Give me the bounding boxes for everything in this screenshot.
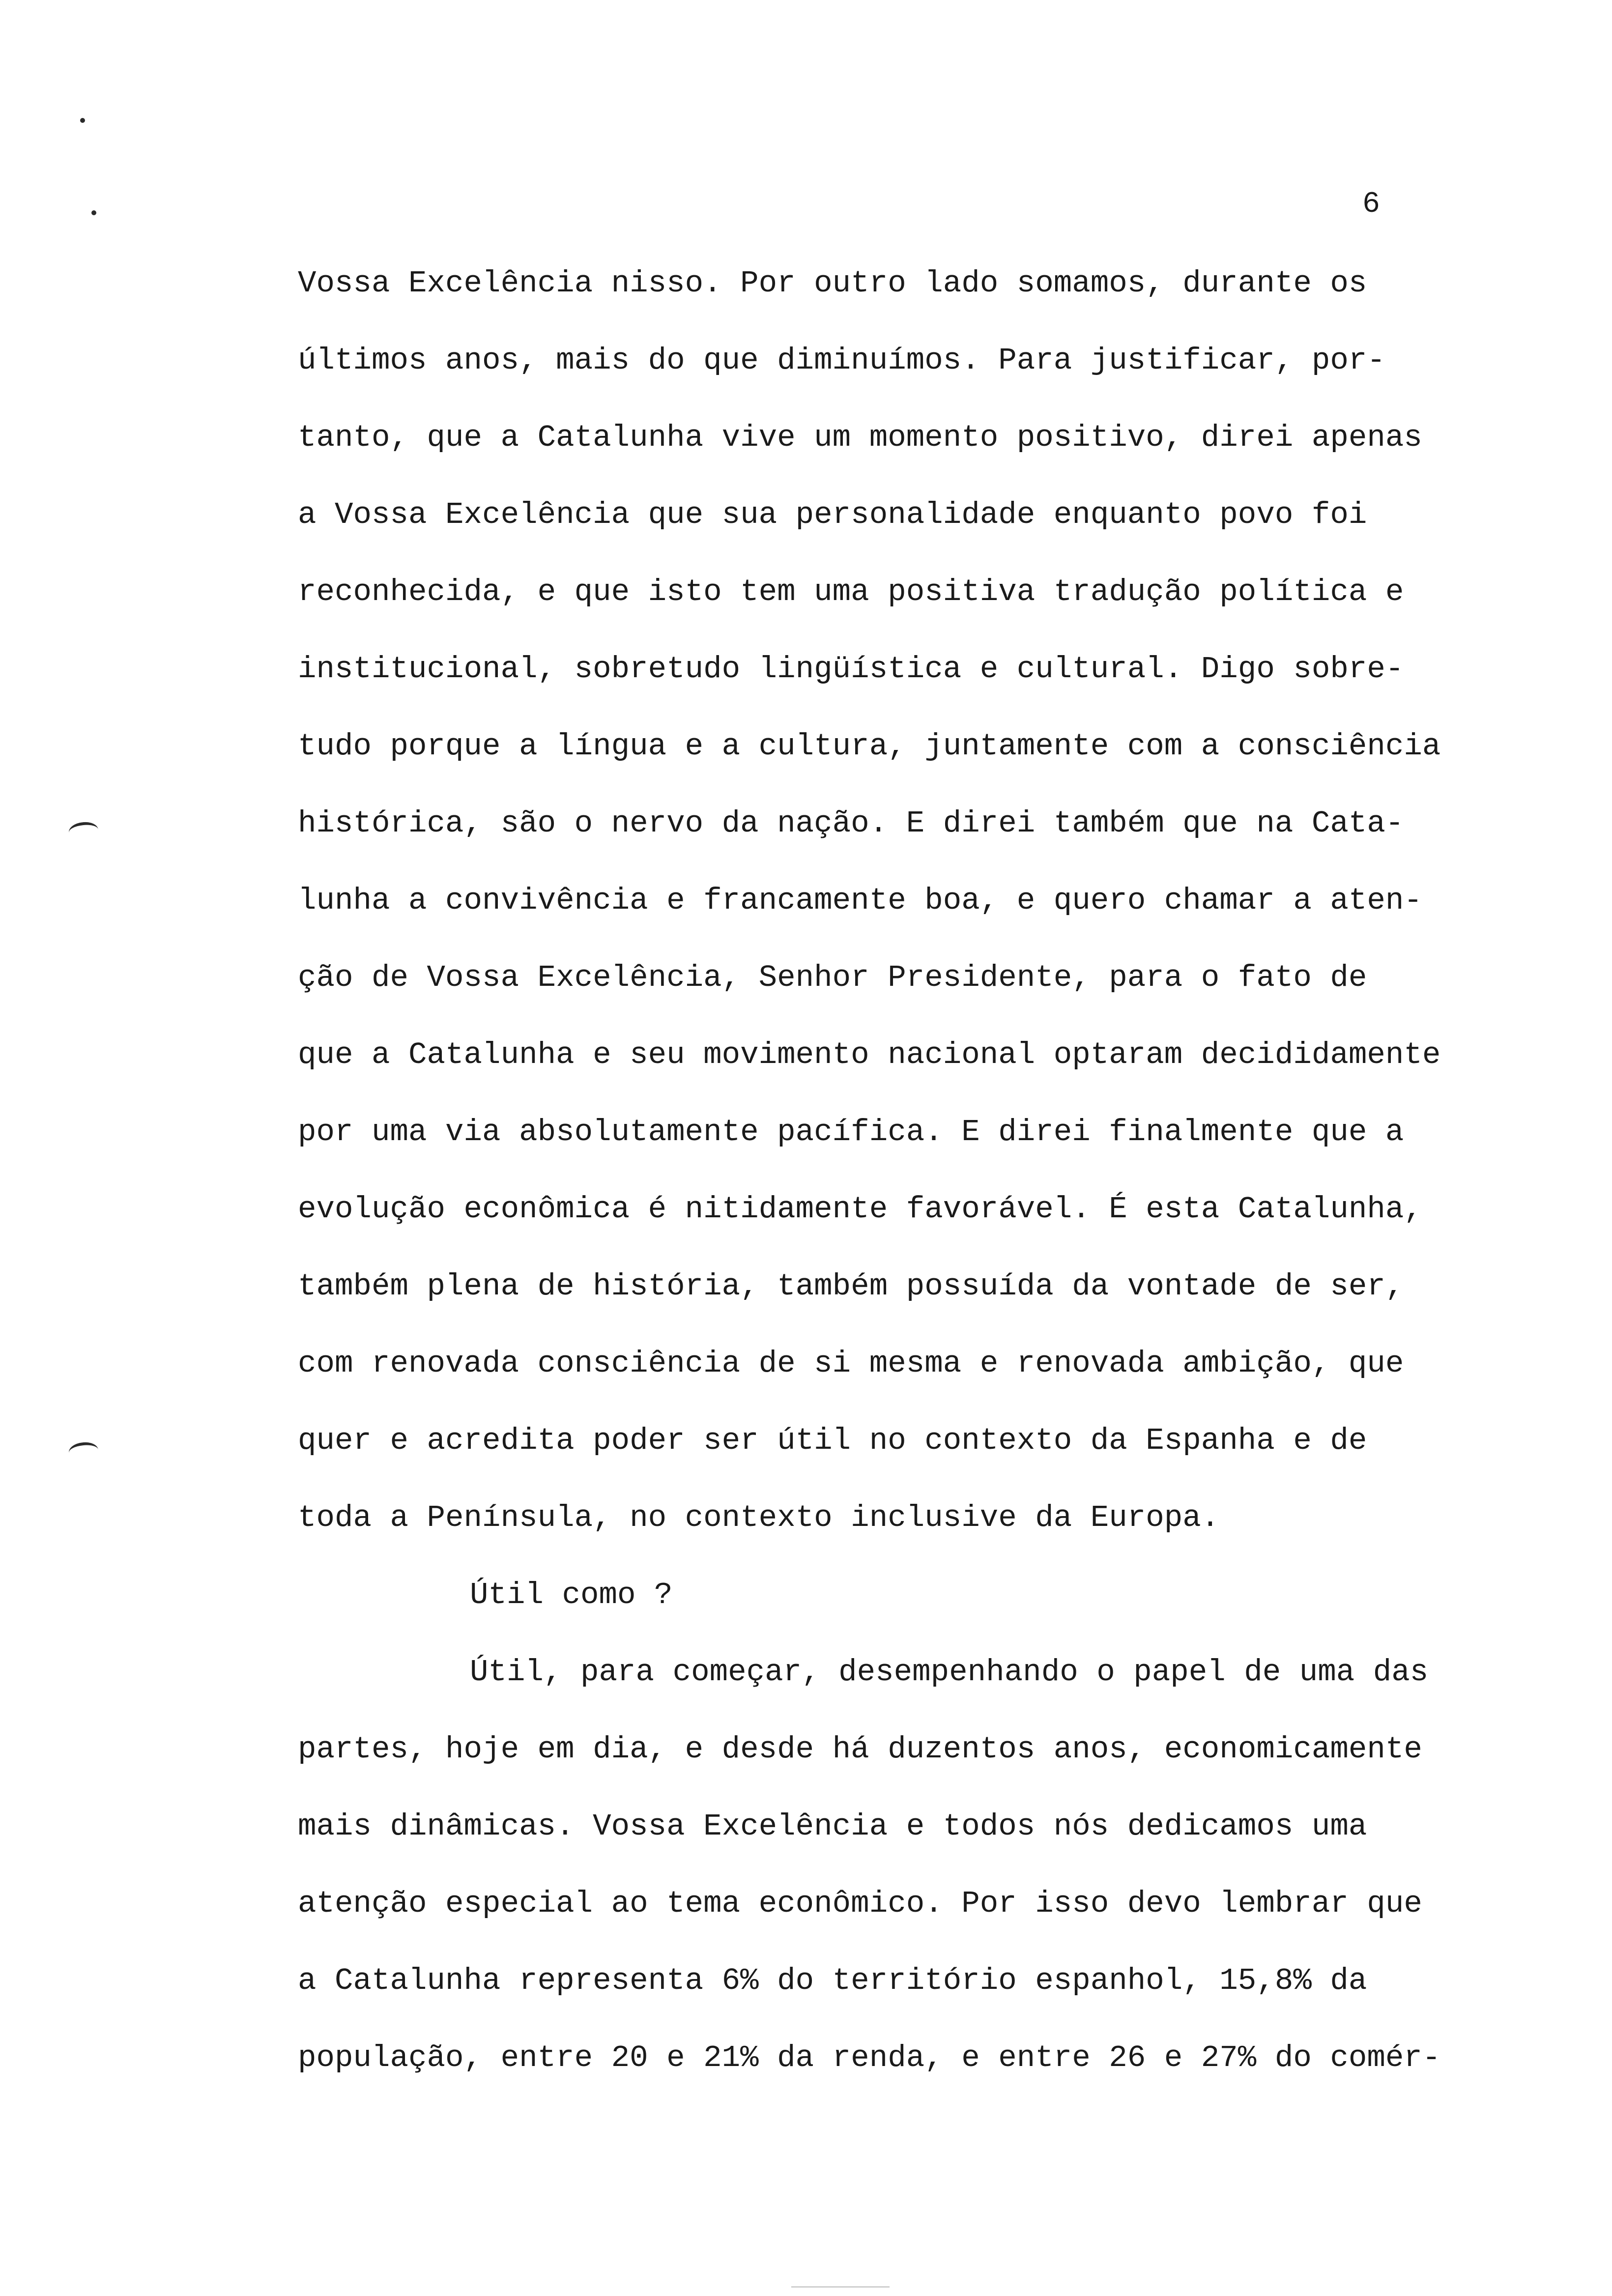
text-line-indented: Útil como ? xyxy=(470,1578,673,1612)
margin-dot-second xyxy=(91,210,96,215)
margin-dot-top xyxy=(80,118,85,123)
text-line: ção de Vossa Excelência, Senhor Presidente, para o fato de xyxy=(298,960,1367,995)
text-line: por uma via absolutamente pacífica. E direi finalmente que a xyxy=(298,1115,1404,1149)
text-line: últimos anos, mais do que diminuímos. Para justificar, por- xyxy=(298,343,1385,378)
text-line: a Catalunha representa 6% do território espanhol, 15,8% da xyxy=(298,1963,1367,1998)
text-line: atenção especial ao tema econômico. Por isso devo lembrar que xyxy=(298,1886,1422,1921)
footer-smudge xyxy=(791,2286,890,2288)
text-line: partes, hoje em dia, e desde há duzentos anos, economicamente xyxy=(298,1732,1422,1767)
text-line: toda a Península, no contexto inclusive da Europa. xyxy=(298,1500,1220,1535)
text-line: reconhecida, e que isto tem uma positiva tradução política e xyxy=(298,574,1404,609)
text-line: lunha a convivência e francamente boa, e quero chamar a aten- xyxy=(298,883,1422,918)
text-line: evolução econômica é nitidamente favorável. É esta Catalunha, xyxy=(298,1192,1422,1227)
text-line: institucional, sobretudo lingüística e cultural. Digo sobre- xyxy=(298,652,1404,687)
text-line: que a Catalunha e seu movimento nacional optaram decididamente xyxy=(298,1037,1441,1072)
text-line: população, entre 20 e 21% da renda, e entre 26 e 27% do comér- xyxy=(298,2040,1441,2075)
text-line: com renovada consciência de si mesma e renovada ambição, que xyxy=(298,1346,1404,1381)
text-line: tudo porque a língua e a cultura, juntamente com a consciência xyxy=(298,729,1441,764)
text-line: histórica, são o nervo da nação. E direi também que na Cata- xyxy=(298,806,1404,841)
text-line: a Vossa Excelência que sua personalidade enquanto povo foi xyxy=(298,497,1367,532)
text-line: também plena de história, também possuída da vontade de ser, xyxy=(298,1269,1404,1304)
text-line: Vossa Excelência nisso. Por outro lado somamos, durante os xyxy=(298,266,1367,301)
text-line: quer e acredita poder ser útil no contexto da Espanha e de xyxy=(298,1423,1367,1458)
margin-hole-mark-lower xyxy=(68,1441,99,1462)
text-line: tanto, que a Catalunha vive um momento positivo, direi apenas xyxy=(298,420,1422,455)
margin-hole-mark-upper xyxy=(68,821,99,841)
page-number: 6 xyxy=(1362,188,1381,221)
text-line-indented: Útil, para começar, desempenhando o papel de uma das xyxy=(470,1655,1429,1690)
text-line: mais dinâmicas. Vossa Excelência e todos nós dedicamos uma xyxy=(298,1809,1367,1844)
